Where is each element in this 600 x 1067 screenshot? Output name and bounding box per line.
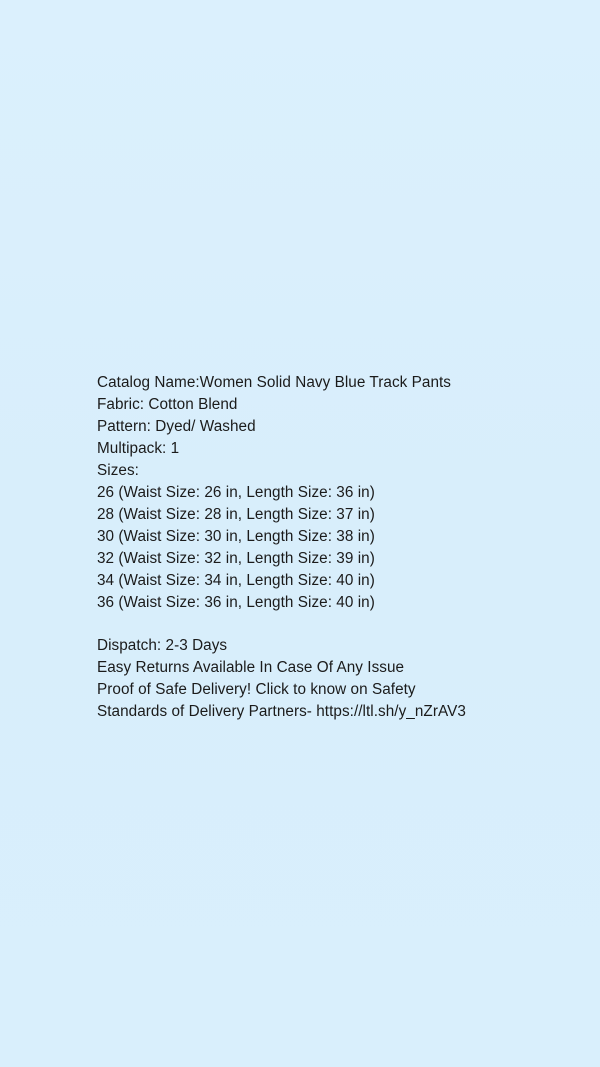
returns-line: Easy Returns Available In Case Of Any Issue <box>97 659 405 676</box>
product-description-block <box>97 372 567 723</box>
size-row: 30 (Waist Size: 30 in, Length Size: 38 in) <box>97 528 375 545</box>
size-row: 36 (Waist Size: 36 in, Length Size: 40 in) <box>97 594 375 611</box>
catalog-name-line: Catalog Name:Women Solid Navy Blue Track Pants <box>97 374 452 391</box>
size-row: 34 (Waist Size: 34 in, Length Size: 40 in) <box>97 572 375 589</box>
fabric-line: Fabric: Cotton Blend <box>97 396 238 413</box>
dispatch-line: Dispatch: 2-3 Days <box>97 637 228 654</box>
safe-delivery-line: Proof of Safe Delivery! Click to know on Safety <box>97 681 416 698</box>
pattern-line: Pattern: Dyed/ Washed <box>97 418 256 435</box>
multipack-line: Multipack: 1 <box>97 440 180 457</box>
paragraph-spacer <box>97 614 567 635</box>
size-row: 32 (Waist Size: 32 in, Length Size: 39 in) <box>97 550 375 567</box>
size-row: 28 (Waist Size: 28 in, Length Size: 37 in) <box>97 506 375 523</box>
sizes-heading: Sizes: <box>97 462 139 479</box>
size-row: 26 (Waist Size: 26 in, Length Size: 36 in) <box>97 484 375 501</box>
delivery-standards-link-line[interactable]: Standards of Delivery Partners- https://ltl.sh/y_nZrAV3 <box>97 703 466 720</box>
